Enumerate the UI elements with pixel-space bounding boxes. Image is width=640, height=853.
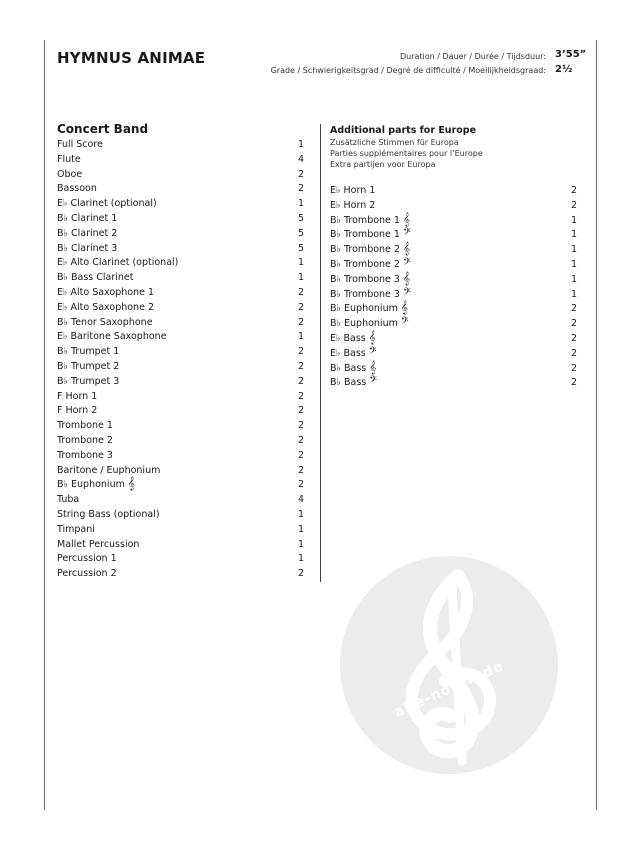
part-quantity: 1 [570, 288, 577, 300]
part-name [57, 508, 160, 523]
part-quantity: 2 [570, 377, 577, 389]
grade-value: 2½ [555, 64, 573, 75]
part-name [57, 242, 117, 257]
part-row [57, 538, 304, 553]
part-name [330, 285, 411, 303]
part-row [57, 449, 304, 464]
part-name [330, 243, 410, 258]
part-row [57, 197, 304, 212]
part-name [57, 404, 97, 419]
part-quantity: 2 [297, 464, 304, 476]
part-row [57, 345, 304, 360]
part-row [330, 344, 577, 362]
part-name-text: B♭ Trumpet 1 [57, 346, 120, 358]
part-row [57, 227, 304, 242]
part-row [57, 552, 304, 567]
part-row [330, 317, 577, 332]
part-name [57, 375, 119, 390]
part-quantity: 1 [570, 214, 577, 226]
part-name [330, 376, 377, 391]
part-row [57, 434, 304, 449]
part-row [330, 211, 577, 229]
part-quantity: 2 [297, 286, 304, 298]
part-quantity: 5 [297, 212, 304, 224]
part-name-text: Full Score [57, 139, 103, 150]
part-name-text: Percussion 2 [57, 568, 117, 580]
part-name [57, 271, 134, 286]
part-quantity: 2 [297, 316, 304, 328]
part-name [57, 478, 135, 493]
part-quantity: 1 [297, 508, 304, 520]
part-name-text: B♭ Trumpet 2 [57, 360, 120, 372]
treble-clef-icon: 𝄞 [403, 211, 411, 226]
part-row [57, 330, 304, 345]
part-quantity: 2 [297, 405, 304, 417]
part-row [330, 255, 577, 273]
part-name [57, 567, 117, 582]
part-name [57, 419, 113, 434]
part-row [330, 270, 577, 288]
part-name [330, 211, 411, 229]
part-row [330, 359, 577, 377]
part-name [57, 330, 167, 345]
part-row [330, 243, 577, 258]
bass-clef-icon: 𝄢 [369, 374, 378, 389]
part-row [330, 329, 577, 347]
part-name [57, 286, 154, 301]
part-row [57, 390, 304, 405]
part-name [57, 434, 113, 449]
part-name-text: E♭ Horn 1 [330, 185, 376, 196]
part-row [57, 256, 304, 271]
part-quantity: 5 [297, 227, 304, 239]
part-row [57, 478, 304, 493]
part-name-text: B♭ Euphonium [330, 318, 398, 330]
part-row [57, 375, 304, 390]
part-name-text: E♭ Clarinet (optional) [57, 198, 157, 210]
part-name-text: B♭ Trombone 1 [330, 214, 400, 226]
europe-subheading-french: Parties supplémentaires pour l’Europe [330, 149, 483, 158]
part-name-text: Baritone / Euphonium [57, 464, 161, 476]
part-name-text: B♭ Bass [330, 362, 367, 374]
bass-clef-icon: 𝄢 [403, 226, 411, 241]
part-name [57, 523, 95, 538]
part-row [330, 285, 577, 303]
part-name-text: B♭ Clarinet 2 [57, 227, 118, 239]
part-quantity: 2 [297, 434, 304, 446]
part-quantity: 1 [570, 258, 577, 270]
part-name [57, 552, 117, 567]
watermark-badge [340, 556, 558, 774]
bass-clef-icon: 𝄢 [403, 285, 411, 300]
part-quantity: 2 [297, 479, 304, 491]
piece-title: HYMNUS ANIMAE [57, 49, 206, 67]
part-name-text: B♭ Clarinet 3 [57, 242, 118, 254]
part-name-text: Trombone 2 [57, 434, 113, 446]
part-name-text: F Horn 1 [57, 390, 98, 402]
part-name-text: F Horn 2 [57, 405, 98, 417]
part-row [57, 316, 304, 331]
europe-parts-heading: Additional parts for Europe [330, 125, 477, 136]
part-quantity: 5 [297, 242, 304, 254]
part-name-text: B♭ Clarinet 1 [57, 212, 118, 224]
part-quantity: 2 [570, 318, 577, 330]
part-name-text: E♭ Horn 2 [330, 199, 376, 211]
europe-subheading-dutch: Extra partijen voor Europa [330, 160, 436, 169]
part-row [57, 301, 304, 316]
part-name-text: Mallet Percussion [57, 538, 140, 550]
part-name [57, 493, 79, 508]
part-name [57, 538, 139, 553]
part-row [57, 271, 304, 286]
part-name [57, 227, 117, 242]
part-name [57, 464, 160, 479]
part-quantity: 1 [297, 272, 304, 284]
part-name [57, 168, 82, 183]
bass-clef-icon: 𝄢 [403, 255, 411, 270]
part-name-text: B♭ Trumpet 3 [57, 375, 120, 387]
right-margin-rule [596, 40, 597, 810]
part-row [57, 168, 304, 183]
part-name-text: B♭ Tenor Saxophone [57, 316, 153, 328]
part-quantity: 2 [570, 332, 577, 344]
part-row [57, 153, 304, 168]
bass-clef-icon: 𝄢 [400, 315, 409, 330]
part-name-text: B♭ Euphonium [57, 479, 125, 491]
part-row [57, 508, 304, 523]
part-name [57, 212, 117, 227]
part-quantity: 1 [297, 523, 304, 535]
part-quantity: 2 [570, 362, 577, 374]
part-name [57, 449, 113, 464]
treble-clef-icon: 𝄞 [403, 241, 411, 256]
treble-clef-icon: 𝄞 [369, 359, 377, 374]
treble-clef-icon: 𝄞 [368, 329, 376, 344]
part-quantity: 1 [297, 139, 304, 150]
part-name [330, 228, 411, 243]
part-quantity: 2 [570, 185, 577, 196]
treble-clef-icon: 𝄞 [403, 270, 411, 285]
europe-subheading-german: Zusätzliche Stimmen für Europa [330, 138, 459, 147]
part-quantity: 4 [297, 494, 304, 506]
part-name-text: E♭ Alto Saxophone 2 [57, 301, 154, 313]
part-quantity: 2 [297, 360, 304, 372]
part-name-text: Oboe [57, 168, 83, 180]
part-quantity: 2 [297, 420, 304, 432]
part-quantity: 4 [297, 153, 304, 165]
grade-label: Grade / Schwierigkeitsgrad / Degré de difficulté / Moeilijkheidsgraad: [270, 66, 546, 75]
part-name-text: E♭ Alto Clarinet (optional) [57, 257, 179, 269]
part-name-text: Tuba [57, 494, 80, 506]
part-name-text: B♭ Euphonium [330, 303, 398, 315]
part-name-text: Bassoon [57, 183, 97, 195]
part-quantity: 2 [297, 449, 304, 461]
duration-label: Duration / Dauer / Durée / Tijdsduur: [399, 52, 546, 61]
part-quantity: 1 [297, 198, 304, 210]
bass-clef-icon: 𝄢 [368, 344, 377, 359]
part-quantity: 2 [570, 303, 577, 315]
part-row [57, 404, 304, 419]
part-row [57, 567, 304, 582]
part-name-text: E♭ Bass [330, 347, 366, 359]
part-row [330, 302, 577, 317]
part-quantity: 1 [570, 273, 577, 285]
part-quantity: 1 [297, 257, 304, 269]
part-quantity: 2 [297, 390, 304, 402]
part-row [57, 242, 304, 257]
column-divider [320, 124, 321, 582]
part-name-text: B♭ Trombone 2 [330, 258, 400, 270]
part-name [57, 360, 119, 375]
part-quantity: 1 [297, 553, 304, 565]
part-row [57, 212, 304, 227]
treble-clef-icon: 𝄞 [127, 476, 135, 491]
part-name [57, 182, 97, 197]
part-quantity: 2 [297, 168, 304, 180]
part-name [330, 270, 411, 288]
concert-band-heading: Concert Band [57, 122, 149, 136]
part-row [57, 464, 304, 479]
part-name-text: E♭ Baritone Saxophone [57, 331, 167, 343]
part-name [57, 301, 154, 316]
part-name-text: B♭ Bass [330, 377, 367, 389]
part-name-text: B♭ Bass Clarinet [57, 272, 134, 284]
part-name [57, 197, 157, 212]
part-quantity: 2 [297, 375, 304, 387]
part-quantity: 2 [297, 301, 304, 313]
part-name [57, 256, 178, 271]
part-name [57, 390, 97, 405]
part-name-text: Trombone 1 [57, 420, 113, 432]
part-name [57, 153, 81, 168]
part-quantity: 2 [297, 346, 304, 358]
part-name-text: String Bass (optional) [57, 508, 160, 520]
europe-parts-list [330, 184, 577, 391]
part-name-text: Timpani [57, 523, 95, 535]
part-row [57, 182, 304, 197]
part-quantity: 1 [570, 244, 577, 256]
part-name-text: B♭ Trombone 3 [330, 273, 400, 285]
part-row [57, 360, 304, 375]
part-name [330, 184, 375, 199]
part-row [57, 138, 304, 153]
part-name [57, 316, 153, 331]
part-row [57, 286, 304, 301]
part-name-text: B♭ Trombone 2 [330, 244, 400, 256]
part-name [330, 302, 408, 317]
part-name-text: B♭ Trombone 1 [330, 229, 400, 241]
watermark-text: alle-noten.de [392, 658, 507, 721]
part-row [330, 228, 577, 243]
part-name [330, 255, 411, 273]
part-name-text: E♭ Alto Saxophone 1 [57, 286, 154, 298]
part-row [330, 376, 577, 391]
part-name [57, 345, 119, 360]
concert-band-parts-list [57, 138, 304, 582]
part-quantity: 2 [297, 183, 304, 195]
part-name [330, 199, 375, 214]
part-quantity: 1 [297, 331, 304, 343]
part-row [57, 419, 304, 434]
part-row [57, 523, 304, 538]
part-quantity: 2 [297, 568, 304, 580]
part-row [57, 493, 304, 508]
part-quantity: 1 [570, 229, 577, 241]
left-margin-rule [44, 40, 45, 810]
part-name [57, 138, 103, 153]
part-row [330, 184, 577, 199]
part-name-text: E♭ Bass [330, 332, 366, 344]
part-name-text: Trombone 3 [57, 449, 113, 461]
duration-value: 3’55” [555, 49, 587, 60]
part-quantity: 2 [570, 347, 577, 359]
treble-clef-icon [340, 556, 558, 774]
part-name-text: Percussion 1 [57, 553, 117, 565]
part-name-text: Flute [57, 153, 81, 165]
part-row [330, 199, 577, 214]
part-quantity: 2 [570, 199, 577, 211]
part-quantity: 1 [297, 538, 304, 550]
treble-clef-icon: 𝄞 [400, 300, 408, 315]
part-name-text: B♭ Trombone 3 [330, 288, 400, 300]
